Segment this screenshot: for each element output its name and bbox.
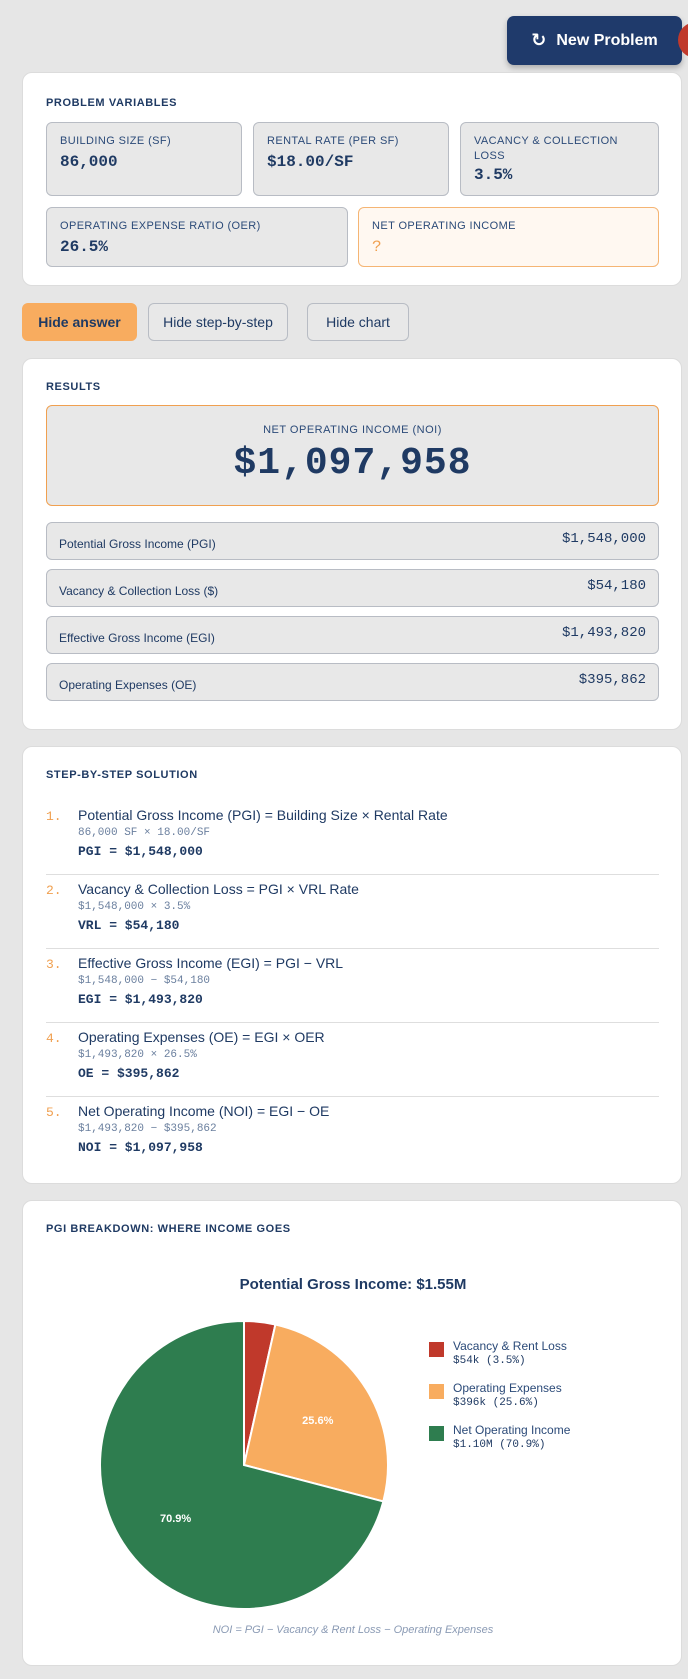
results-title: RESULTS: [46, 381, 101, 393]
hide-answer-button[interactable]: Hide answer: [22, 303, 137, 341]
step-result: OE = $395,862: [78, 1066, 180, 1081]
oer-label: OPERATING EXPENSE RATIO (OER): [60, 220, 261, 232]
legend-name: Operating Expenses: [453, 1381, 562, 1395]
legend-swatch: [429, 1426, 444, 1441]
problem-variables-title: PROBLEM VARIABLES: [46, 97, 178, 109]
problem-variables-card: [22, 72, 682, 286]
step-formula: Vacancy & Collection Loss = PGI × VRL Rate: [78, 881, 359, 897]
step-calculation: $1,548,000 × 3.5%: [78, 901, 191, 913]
step-item: [46, 801, 659, 875]
step-number: 4.: [46, 1031, 62, 1046]
chart-title: Potential Gross Income: $1.55M: [239, 1276, 467, 1293]
step-formula: Net Operating Income (NOI) = EGI − OE: [78, 1103, 330, 1119]
oer-value: 26.5%: [60, 238, 109, 256]
new-problem-button[interactable]: [507, 16, 682, 65]
chart-section-title: PGI BREAKDOWN: WHERE INCOME GOES: [46, 1223, 291, 1235]
step-result: NOI = $1,097,958: [78, 1140, 203, 1155]
step-number: 2.: [46, 883, 62, 898]
pie-slice-label-1: 25.6%: [302, 1415, 334, 1428]
step-number: 1.: [46, 809, 62, 824]
step-formula: Operating Expenses (OE) = EGI × OER: [78, 1029, 325, 1045]
noi-unknown-label: NET OPERATING INCOME: [372, 220, 516, 232]
legend-value: $54k (3.5%): [453, 1355, 526, 1367]
result-row-egi: [46, 616, 659, 654]
legend-swatch: [429, 1342, 444, 1357]
legend-value: $396k (25.6%): [453, 1397, 539, 1409]
step-number: 5.: [46, 1105, 62, 1120]
building-size-value: 86,000: [60, 153, 118, 171]
steps-title: STEP-BY-STEP SOLUTION: [46, 769, 198, 781]
building-size-field: [46, 122, 242, 196]
legend-name: Vacancy & Rent Loss: [453, 1339, 567, 1353]
vacancy-loss-field: [460, 122, 659, 196]
refresh-icon: ↻: [531, 30, 547, 50]
legend-name: Net Operating Income: [453, 1423, 571, 1437]
step-item: [46, 1097, 659, 1171]
pgi-breakdown-card: [22, 1200, 682, 1666]
step-result: PGI = $1,548,000: [78, 844, 203, 859]
result-row-label: Operating Expenses (OE): [59, 678, 197, 692]
noi-result-value: $1,097,958: [233, 442, 472, 485]
step-result: EGI = $1,493,820: [78, 992, 203, 1007]
step-item: [46, 875, 659, 949]
result-row-value: $1,548,000: [561, 531, 646, 547]
step-item: [46, 1023, 659, 1097]
noi-result-label: NET OPERATING INCOME (NOI): [263, 424, 442, 436]
noi-result-box: [46, 405, 659, 506]
step-result: VRL = $54,180: [78, 918, 180, 933]
chart-footnote: NOI = PGI − Vacancy & Rent Loss − Operating Expenses: [212, 1624, 494, 1636]
hide-steps-button[interactable]: Hide step-by-step: [148, 303, 288, 341]
noi-unknown-field: [358, 207, 659, 267]
building-size-label: BUILDING SIZE (SF): [60, 135, 172, 147]
oer-field: [46, 207, 348, 267]
step-calculation: 86,000 SF × 18.00/SF: [78, 827, 211, 839]
step-by-step-card: [22, 746, 682, 1184]
result-row-value: $1,493,820: [561, 625, 646, 641]
legend-swatch: [429, 1384, 444, 1399]
result-row-label: Potential Gross Income (PGI): [59, 537, 216, 551]
result-row-value: $54,180: [587, 578, 646, 594]
new-problem-label: New Problem: [556, 31, 658, 49]
vacancy-loss-label: VACANCY & COLLECTION LOSS: [474, 135, 618, 162]
step-calculation: $1,493,820 − $395,862: [78, 1123, 217, 1135]
results-card: [22, 358, 682, 730]
result-row-pgi: [46, 522, 659, 560]
result-row-value: $395,862: [578, 672, 646, 688]
pie-chart: [23, 1201, 683, 1667]
rental-rate-field: [253, 122, 449, 196]
vacancy-loss-value: 3.5%: [474, 166, 513, 184]
step-calculation: $1,548,000 − $54,180: [78, 975, 211, 987]
result-row-oe: [46, 663, 659, 701]
step-number: 3.: [46, 957, 62, 972]
rental-rate-label: RENTAL RATE (PER SF): [267, 135, 399, 147]
result-row-label: Effective Gross Income (EGI): [59, 631, 215, 645]
noi-unknown-value: ?: [372, 238, 382, 256]
step-calculation: $1,493,820 × 26.5%: [78, 1049, 197, 1061]
result-row-vacancy: [46, 569, 659, 607]
step-formula: Potential Gross Income (PGI) = Building Size × Rental Rate: [78, 807, 448, 823]
step-formula: Effective Gross Income (EGI) = PGI − VRL: [78, 955, 344, 971]
top-bar: [0, 0, 688, 70]
hide-chart-button[interactable]: Hide chart: [307, 303, 409, 341]
rental-rate-value: $18.00/SF: [267, 153, 354, 171]
result-row-label: Vacancy & Collection Loss ($): [59, 584, 219, 598]
legend-value: $1.10M (70.9%): [453, 1439, 546, 1451]
pie-slice-label-2: 70.9%: [160, 1512, 192, 1525]
step-item: [46, 949, 659, 1023]
